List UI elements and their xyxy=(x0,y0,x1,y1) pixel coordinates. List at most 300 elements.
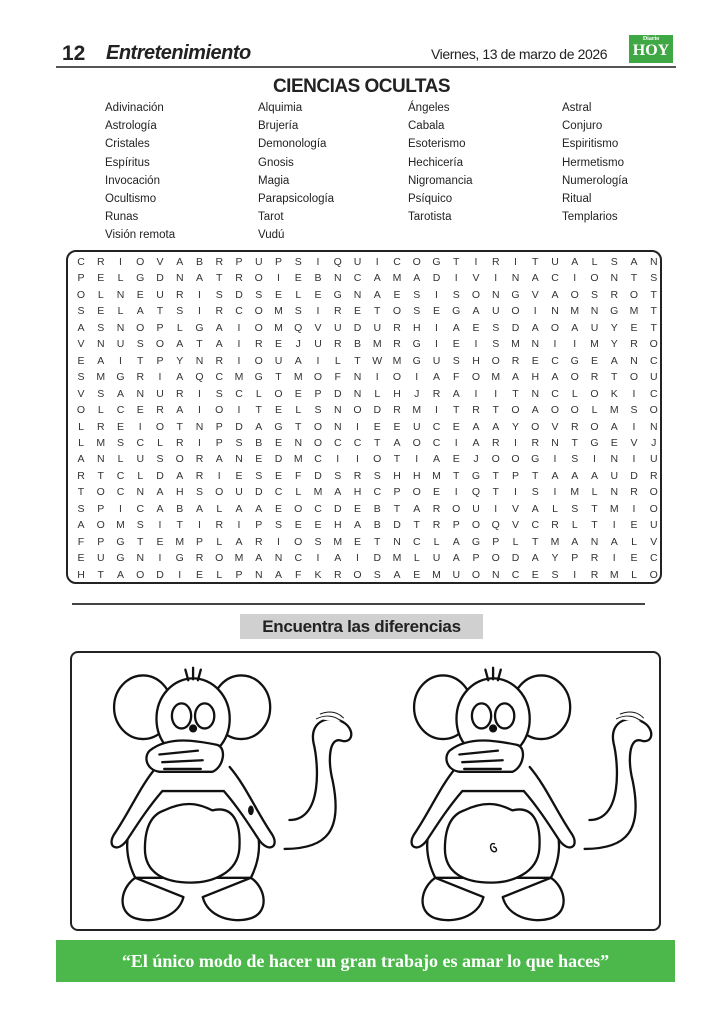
grid-letter[interactable]: P xyxy=(235,568,243,581)
grid-letter[interactable]: T xyxy=(97,469,104,482)
grid-letter[interactable]: T xyxy=(492,486,499,499)
grid-letter[interactable]: E xyxy=(294,272,302,285)
grid-letter[interactable]: R xyxy=(590,371,599,384)
grid-letter[interactable]: L xyxy=(216,535,223,548)
grid-letter[interactable]: C xyxy=(551,387,559,400)
grid-letter[interactable]: L xyxy=(631,568,637,581)
grid-letter[interactable]: O xyxy=(649,502,658,515)
grid-letter[interactable]: E xyxy=(156,535,164,548)
grid-letter[interactable]: O xyxy=(412,486,421,499)
grid-letter[interactable]: I xyxy=(178,568,182,581)
grid-letter[interactable]: N xyxy=(294,436,303,449)
grid-letter[interactable]: C xyxy=(136,436,145,449)
grid-letter[interactable]: L xyxy=(413,552,420,565)
grid-letter[interactable]: P xyxy=(452,519,460,532)
grid-letter[interactable]: R xyxy=(590,552,599,565)
grid-letter[interactable]: T xyxy=(77,486,85,499)
grid-letter[interactable]: A xyxy=(215,321,223,334)
grid-letter[interactable]: R xyxy=(254,338,263,351)
grid-letter[interactable]: M xyxy=(570,486,580,499)
grid-letter[interactable]: E xyxy=(531,354,539,367)
grid-letter[interactable]: I xyxy=(612,552,616,565)
grid-letter[interactable]: R xyxy=(215,519,224,532)
grid-letter[interactable]: V xyxy=(630,436,638,449)
grid-letter[interactable]: A xyxy=(156,502,164,515)
grid-letter[interactable]: A xyxy=(353,519,361,532)
grid-letter[interactable]: H xyxy=(393,469,401,482)
grid-letter[interactable]: O xyxy=(590,420,599,433)
grid-letter[interactable]: O xyxy=(313,420,323,433)
grid-letter[interactable]: O xyxy=(531,420,540,433)
grid-letter[interactable]: G xyxy=(195,321,204,334)
grid-letter[interactable]: E xyxy=(274,338,282,351)
grid-letter[interactable]: S xyxy=(255,288,263,301)
grid-letter[interactable]: B xyxy=(195,256,203,268)
grid-letter[interactable]: L xyxy=(334,354,341,367)
grid-letter[interactable]: T xyxy=(413,519,420,532)
grid-letter[interactable]: T xyxy=(137,354,144,367)
grid-letter[interactable]: N xyxy=(531,338,540,351)
grid-letter[interactable]: M xyxy=(372,338,382,351)
grid-letter[interactable]: R xyxy=(393,321,401,334)
grid-letter[interactable]: P xyxy=(195,535,203,548)
grid-letter[interactable]: S xyxy=(77,305,85,318)
grid-letter[interactable]: C xyxy=(116,404,125,417)
grid-letter[interactable]: O xyxy=(629,371,639,384)
grid-letter[interactable]: Y xyxy=(551,552,559,565)
grid-letter[interactable]: R xyxy=(590,568,599,581)
grid-letter[interactable]: O xyxy=(136,256,145,268)
grid-letter[interactable]: A xyxy=(195,272,203,285)
grid-letter[interactable]: I xyxy=(494,272,498,285)
grid-letter[interactable]: M xyxy=(392,552,402,565)
grid-letter[interactable]: C xyxy=(353,272,362,285)
grid-letter[interactable]: U xyxy=(491,305,500,318)
grid-letter[interactable]: I xyxy=(217,469,221,482)
grid-letter[interactable]: I xyxy=(553,486,557,499)
grid-letter[interactable]: C xyxy=(511,568,520,581)
grid-letter[interactable]: M xyxy=(590,338,599,351)
grid-letter[interactable]: M xyxy=(570,305,580,318)
grid-letter[interactable]: U xyxy=(649,371,658,384)
grid-letter[interactable]: E xyxy=(413,568,421,581)
grid-letter[interactable]: D xyxy=(235,288,243,301)
grid-letter[interactable]: U xyxy=(452,568,461,581)
grid-letter[interactable]: I xyxy=(474,256,478,268)
grid-letter[interactable]: I xyxy=(119,354,122,367)
grid-letter[interactable]: T xyxy=(354,354,361,367)
grid-letter[interactable]: G xyxy=(333,288,342,301)
grid-letter[interactable]: O xyxy=(412,256,421,268)
grid-letter[interactable]: L xyxy=(433,535,440,548)
grid-letter[interactable]: S xyxy=(452,354,460,367)
grid-letter[interactable]: J xyxy=(473,453,479,466)
grid-letter[interactable]: D xyxy=(511,321,520,334)
grid-letter[interactable]: D xyxy=(511,552,520,565)
grid-letter[interactable]: S xyxy=(630,404,638,417)
grid-letter[interactable]: D xyxy=(630,469,638,482)
grid-letter[interactable]: N xyxy=(353,387,362,400)
grid-letter[interactable]: I xyxy=(277,535,280,548)
grid-letter[interactable]: H xyxy=(412,469,421,482)
grid-letter[interactable]: L xyxy=(295,404,302,417)
grid-letter[interactable]: I xyxy=(375,256,379,268)
grid-letter[interactable]: R xyxy=(254,535,263,548)
grid-letter[interactable]: R xyxy=(96,420,105,433)
grid-letter[interactable]: A xyxy=(452,387,460,400)
grid-letter[interactable]: D xyxy=(254,486,263,499)
grid-letter[interactable]: O xyxy=(76,404,86,417)
grid-letter[interactable]: B xyxy=(353,338,361,351)
grid-letter[interactable]: M xyxy=(333,535,343,548)
grid-letter[interactable]: O xyxy=(96,486,105,499)
grid-letter[interactable]: I xyxy=(277,272,280,285)
grid-letter[interactable]: W xyxy=(372,354,383,367)
grid-letter[interactable]: E xyxy=(274,288,282,301)
grid-letter[interactable]: M xyxy=(511,338,520,351)
grid-letter[interactable]: C xyxy=(649,354,658,367)
grid-letter[interactable]: E xyxy=(255,453,263,466)
grid-letter[interactable]: L xyxy=(117,305,124,318)
grid-letter[interactable]: O xyxy=(215,404,224,417)
grid-letter[interactable]: D xyxy=(156,469,164,482)
grid-letter[interactable]: I xyxy=(632,453,636,466)
grid-letter[interactable]: C xyxy=(235,305,243,318)
grid-letter[interactable]: N xyxy=(136,552,145,565)
grid-letter[interactable]: E xyxy=(432,486,440,499)
grid-letter[interactable]: S xyxy=(531,486,539,499)
grid-letter[interactable]: E xyxy=(274,436,282,449)
grid-letter[interactable]: R xyxy=(136,371,145,384)
grid-letter[interactable]: G xyxy=(471,469,481,482)
grid-letter[interactable]: I xyxy=(435,338,438,351)
grid-letter[interactable]: M xyxy=(629,305,639,318)
grid-letter[interactable]: Y xyxy=(610,338,618,351)
grid-letter[interactable]: S xyxy=(650,272,658,285)
grid-letter[interactable]: P xyxy=(571,552,579,565)
grid-letter[interactable]: R xyxy=(551,519,559,532)
grid-letter[interactable]: U xyxy=(96,552,105,565)
grid-letter[interactable]: A xyxy=(255,552,263,565)
grid-letter[interactable]: E xyxy=(373,420,381,433)
grid-letter[interactable]: I xyxy=(237,404,241,417)
grid-letter[interactable]: S xyxy=(294,305,302,318)
grid-letter[interactable]: E xyxy=(136,404,144,417)
grid-letter[interactable]: R xyxy=(649,469,658,482)
grid-letter[interactable]: A xyxy=(176,469,184,482)
grid-letter[interactable]: T xyxy=(630,272,638,285)
grid-letter[interactable]: R xyxy=(195,552,204,565)
grid-letter[interactable]: U xyxy=(373,321,382,334)
grid-letter[interactable]: A xyxy=(551,371,559,384)
grid-letter[interactable]: I xyxy=(573,338,577,351)
grid-letter[interactable]: I xyxy=(198,404,201,417)
grid-letter[interactable]: O xyxy=(412,436,421,449)
grid-letter[interactable]: O xyxy=(313,371,323,384)
grid-letter[interactable]: I xyxy=(237,354,241,367)
grid-letter[interactable]: M xyxy=(175,535,185,548)
grid-letter[interactable]: N xyxy=(353,288,362,301)
grid-letter[interactable]: R xyxy=(393,338,401,351)
grid-letter[interactable]: I xyxy=(435,404,438,417)
grid-letter[interactable]: O xyxy=(649,486,658,499)
grid-letter[interactable]: A xyxy=(531,404,539,417)
grid-letter[interactable]: L xyxy=(571,387,578,400)
grid-letter[interactable]: M xyxy=(96,371,106,384)
grid-letter[interactable]: Q xyxy=(471,486,481,499)
grid-letter[interactable]: T xyxy=(393,453,401,466)
grid-letter[interactable]: A xyxy=(77,321,85,334)
grid-letter[interactable]: N xyxy=(551,436,559,449)
grid-letter[interactable]: A xyxy=(176,338,184,351)
grid-letter[interactable]: P xyxy=(235,256,243,268)
grid-letter[interactable]: L xyxy=(295,288,302,301)
grid-letter[interactable]: E xyxy=(97,272,105,285)
grid-letter[interactable]: M xyxy=(609,404,619,417)
grid-letter[interactable]: A xyxy=(610,535,618,548)
grid-letter[interactable]: V xyxy=(511,519,519,532)
grid-letter[interactable]: N xyxy=(274,552,283,565)
grid-letter[interactable]: A xyxy=(393,568,401,581)
grid-letter[interactable]: T xyxy=(453,404,460,417)
grid-letter[interactable]: E xyxy=(235,469,243,482)
grid-letter[interactable]: D xyxy=(393,519,401,532)
grid-letter[interactable]: A xyxy=(610,420,618,433)
grid-letter[interactable]: E xyxy=(472,321,480,334)
grid-letter[interactable]: N xyxy=(195,420,204,433)
grid-letter[interactable]: O xyxy=(136,321,145,334)
grid-letter[interactable]: S xyxy=(571,502,579,515)
grid-letter[interactable]: T xyxy=(255,404,262,417)
grid-letter[interactable]: N xyxy=(116,288,125,301)
grid-letter[interactable]: L xyxy=(552,502,558,515)
grid-letter[interactable]: T xyxy=(650,321,657,334)
grid-letter[interactable]: A xyxy=(235,502,243,515)
grid-letter[interactable]: I xyxy=(632,420,636,433)
grid-letter[interactable]: O xyxy=(155,338,165,351)
grid-letter[interactable]: C xyxy=(215,371,224,384)
grid-letter[interactable]: O xyxy=(155,420,165,433)
grid-letter[interactable]: R xyxy=(333,305,342,318)
grid-letter[interactable]: S xyxy=(77,371,85,384)
grid-letter[interactable]: O xyxy=(452,502,461,515)
grid-letter[interactable]: E xyxy=(393,420,401,433)
grid-letter[interactable]: N xyxy=(491,568,500,581)
grid-letter[interactable]: C xyxy=(294,552,303,565)
grid-letter[interactable]: A xyxy=(97,354,105,367)
grid-letter[interactable]: L xyxy=(97,288,104,301)
grid-letter[interactable]: G xyxy=(136,272,145,285)
grid-letter[interactable]: A xyxy=(413,272,421,285)
grid-letter[interactable]: O xyxy=(590,272,599,285)
grid-letter[interactable]: T xyxy=(156,305,164,318)
grid-letter[interactable]: C xyxy=(531,519,540,532)
grid-letter[interactable]: O xyxy=(491,453,500,466)
grid-letter[interactable]: O xyxy=(491,354,500,367)
grid-letter[interactable]: E xyxy=(353,502,361,515)
grid-letter[interactable]: M xyxy=(293,453,303,466)
grid-letter[interactable]: S xyxy=(294,256,302,268)
grid-letter[interactable]: R xyxy=(156,404,164,417)
grid-letter[interactable]: H xyxy=(531,371,540,384)
grid-letter[interactable]: V xyxy=(511,502,519,515)
grid-letter[interactable]: S xyxy=(176,305,184,318)
grid-letter[interactable]: U xyxy=(156,387,164,400)
grid-letter[interactable]: L xyxy=(97,404,104,417)
grid-letter[interactable]: T xyxy=(374,535,381,548)
grid-letter[interactable]: N xyxy=(511,272,520,285)
grid-letter[interactable]: R xyxy=(96,256,105,268)
grid-letter[interactable]: O xyxy=(294,535,303,548)
grid-letter[interactable]: P xyxy=(314,387,322,400)
grid-letter[interactable]: S xyxy=(551,568,559,581)
grid-letter[interactable]: T xyxy=(176,420,183,433)
grid-letter[interactable]: N xyxy=(353,371,362,384)
grid-letter[interactable]: I xyxy=(198,288,201,301)
grid-letter[interactable]: E xyxy=(393,288,401,301)
grid-letter[interactable]: L xyxy=(117,453,124,466)
grid-letter[interactable]: A xyxy=(235,535,243,548)
grid-letter[interactable]: P xyxy=(255,519,263,532)
grid-letter[interactable]: R xyxy=(195,453,204,466)
grid-letter[interactable]: E xyxy=(610,436,618,449)
grid-letter[interactable]: L xyxy=(78,420,84,433)
grid-letter[interactable]: E xyxy=(294,387,302,400)
grid-letter[interactable]: A xyxy=(452,552,460,565)
grid-letter[interactable]: S xyxy=(373,469,381,482)
grid-letter[interactable]: I xyxy=(237,321,241,334)
grid-letter[interactable]: G xyxy=(116,552,125,565)
grid-letter[interactable]: R xyxy=(175,387,184,400)
grid-letter[interactable]: P xyxy=(215,436,223,449)
grid-letter[interactable]: N xyxy=(195,354,204,367)
grid-letter[interactable]: M xyxy=(392,272,402,285)
grid-letter[interactable]: T xyxy=(571,436,578,449)
grid-letter[interactable]: Q xyxy=(294,321,303,334)
grid-letter[interactable]: T xyxy=(591,502,598,515)
grid-letter[interactable]: U xyxy=(156,288,164,301)
grid-letter[interactable]: T xyxy=(532,256,539,268)
grid-letter[interactable]: L xyxy=(512,535,519,548)
grid-letter[interactable]: U xyxy=(333,321,342,334)
grid-letter[interactable]: I xyxy=(119,256,122,268)
grid-letter[interactable]: P xyxy=(393,486,401,499)
grid-letter[interactable]: M xyxy=(432,469,441,482)
grid-letter[interactable]: U xyxy=(432,552,441,565)
grid-letter[interactable]: A xyxy=(176,256,184,268)
grid-letter[interactable]: N xyxy=(531,387,540,400)
grid-letter[interactable]: C xyxy=(116,469,125,482)
grid-letter[interactable]: R xyxy=(630,338,638,351)
grid-letter[interactable]: M xyxy=(432,568,441,581)
grid-letter[interactable]: I xyxy=(158,552,162,565)
grid-letter[interactable]: A xyxy=(630,256,638,268)
grid-letter[interactable]: S xyxy=(492,338,500,351)
grid-letter[interactable]: U xyxy=(353,256,362,268)
grid-letter[interactable]: V xyxy=(77,338,85,351)
grid-letter[interactable]: L xyxy=(571,519,578,532)
grid-letter[interactable]: I xyxy=(474,338,478,351)
grid-letter[interactable]: V xyxy=(77,387,85,400)
grid-letter[interactable]: A xyxy=(373,272,381,285)
grid-letter[interactable]: D xyxy=(353,321,362,334)
grid-letter[interactable]: A xyxy=(452,321,460,334)
grid-letter[interactable]: U xyxy=(314,338,322,351)
grid-letter[interactable]: O xyxy=(76,288,86,301)
grid-letter[interactable]: R xyxy=(333,568,342,581)
grid-letter[interactable]: S xyxy=(610,256,618,268)
grid-letter[interactable]: P xyxy=(156,321,164,334)
grid-letter[interactable]: R xyxy=(175,436,184,449)
grid-letter[interactable]: C xyxy=(551,354,559,367)
grid-letter[interactable]: I xyxy=(356,420,359,433)
grid-letter[interactable]: A xyxy=(571,256,579,268)
grid-letter[interactable]: S xyxy=(215,387,223,400)
grid-letter[interactable]: T xyxy=(97,568,104,581)
grid-letter[interactable]: O xyxy=(254,305,263,318)
grid-letter[interactable]: H xyxy=(412,321,421,334)
grid-letter[interactable]: E xyxy=(630,519,638,532)
grid-letter[interactable]: A xyxy=(373,288,381,301)
grid-letter[interactable]: Q xyxy=(195,371,204,384)
grid-letter[interactable]: L xyxy=(78,436,84,449)
grid-letter[interactable]: M xyxy=(96,436,106,449)
grid-letter[interactable]: L xyxy=(216,502,223,515)
grid-letter[interactable]: I xyxy=(612,519,616,532)
grid-letter[interactable]: F xyxy=(295,469,302,482)
grid-letter[interactable]: S xyxy=(235,436,243,449)
grid-letter[interactable]: L xyxy=(157,436,163,449)
grid-letter[interactable]: N xyxy=(136,486,145,499)
grid-letter[interactable]: I xyxy=(514,486,517,499)
grid-letter[interactable]: G xyxy=(570,354,579,367)
grid-letter[interactable]: T xyxy=(650,305,657,318)
grid-letter[interactable]: N xyxy=(96,453,105,466)
grid-letter[interactable]: A xyxy=(215,338,223,351)
grid-letter[interactable]: R xyxy=(570,420,579,433)
grid-letter[interactable]: I xyxy=(356,552,359,565)
grid-letter[interactable]: A xyxy=(472,305,480,318)
grid-letter[interactable]: E xyxy=(77,552,85,565)
grid-letter[interactable]: A xyxy=(610,354,618,367)
grid-letter[interactable]: A xyxy=(472,420,480,433)
grid-letter[interactable]: M xyxy=(274,305,283,318)
grid-letter[interactable]: N xyxy=(254,568,263,581)
grid-letter[interactable]: N xyxy=(136,387,145,400)
grid-letter[interactable]: A xyxy=(511,371,519,384)
grid-letter[interactable]: A xyxy=(531,321,539,334)
grid-letter[interactable]: D xyxy=(156,568,164,581)
grid-letter[interactable]: D xyxy=(156,272,164,285)
grid-letter[interactable]: D xyxy=(333,502,342,515)
grid-letter[interactable]: I xyxy=(435,288,438,301)
grid-letter[interactable]: C xyxy=(136,502,145,515)
grid-letter[interactable]: R xyxy=(215,256,224,268)
grid-letter[interactable]: F xyxy=(334,371,341,384)
grid-letter[interactable]: O xyxy=(629,288,639,301)
grid-letter[interactable]: O xyxy=(313,436,323,449)
grid-letter[interactable]: G xyxy=(116,535,125,548)
grid-letter[interactable]: P xyxy=(77,272,85,285)
grid-letter[interactable]: A xyxy=(531,502,539,515)
grid-letter[interactable]: I xyxy=(138,420,142,433)
grid-letter[interactable]: M xyxy=(609,568,619,581)
grid-letter[interactable]: A xyxy=(294,354,302,367)
grid-letter[interactable]: E xyxy=(452,420,460,433)
grid-letter[interactable]: H xyxy=(393,387,401,400)
grid-letter[interactable]: E xyxy=(630,321,638,334)
grid-letter[interactable]: T xyxy=(492,469,499,482)
